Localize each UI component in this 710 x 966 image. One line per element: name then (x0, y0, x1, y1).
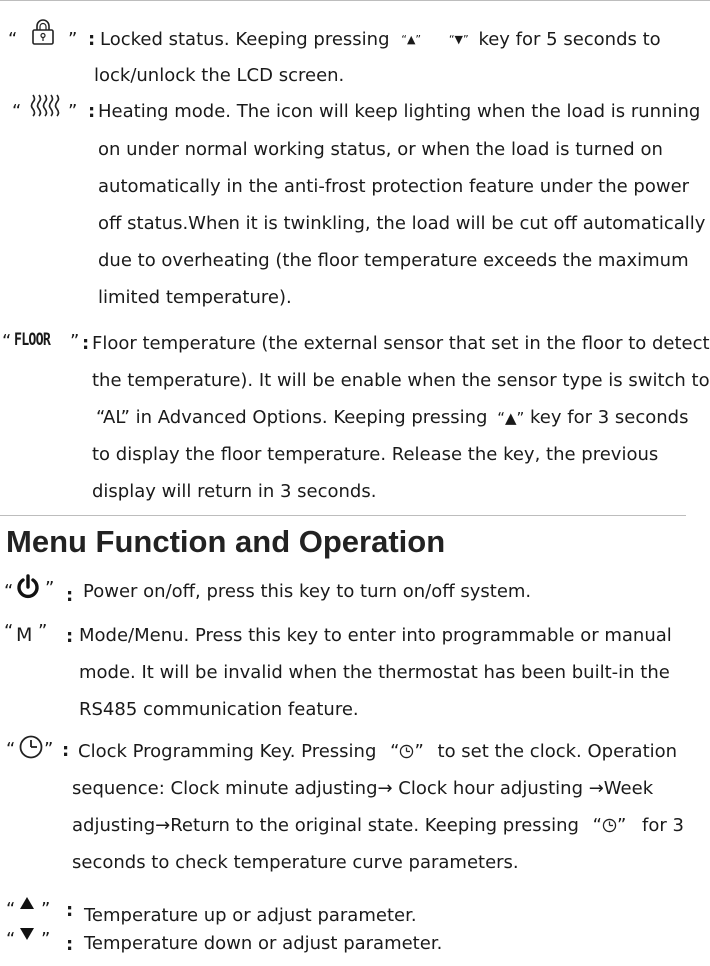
clock-desc-line2: sequence: Clock minute adjusting→ Clock hour adjusting →Week (72, 778, 654, 799)
heating-desc-line2: on under normal working status, or when the load is turned on (98, 139, 663, 160)
close-quote: ” (44, 739, 54, 760)
floor-desc-line5: display will return in 3 seconds. (92, 481, 377, 502)
clock-desc-a: Clock Programming Key. Pressing (78, 741, 377, 762)
clock-desc-line3-b: for 3 (642, 815, 684, 836)
open-quote: “ (6, 899, 16, 920)
lock-desc-line1 (100, 28, 661, 52)
colon: : (66, 900, 74, 921)
floor-desc-line1: Floor temperature (the external sensor that set in the floor to detect (92, 333, 710, 354)
open-quote: “ (6, 739, 16, 760)
lock-desc-b: key for 5 seconds to (478, 29, 661, 50)
top-divider (0, 0, 710, 1)
close-quote: ” (45, 578, 55, 599)
mode-label: M (16, 624, 33, 646)
close-quote: ” (68, 29, 78, 50)
lock-desc-a: Locked status. Keeping pressing (100, 29, 390, 50)
clock-desc-line4: seconds to check temperature curve parameters. (72, 852, 519, 873)
open-quote: “ (2, 331, 12, 352)
floor-desc-line3-b: key for 3 seconds (530, 407, 689, 428)
floor-desc-line2: the temperature). It will be enable when the sensor type is switch to (92, 370, 710, 391)
section-heading: Menu Function and Operation (6, 524, 446, 559)
clock-desc-b: to set the clock. Operation (437, 741, 678, 762)
clock-desc-line3-a: adjusting→Return to the original state. Keeping pressing (72, 815, 579, 836)
section-divider (0, 515, 686, 516)
floor-desc-line3 (96, 406, 688, 430)
heating-desc-line4: off status.When it is twinkling, the load will be cut off automatically (98, 213, 706, 234)
floor-desc-line4: to display the floor temperature. Release the key, the previous (92, 444, 659, 465)
colon: : (82, 333, 90, 354)
clock-desc-line1 (78, 740, 677, 764)
colon: : (88, 101, 96, 122)
clock-key-inline: “ ” (390, 741, 424, 762)
down-desc: Temperature down or adjust parameter. (84, 933, 443, 954)
close-quote: ” (41, 929, 51, 950)
close-quote: ” (38, 621, 48, 642)
mode-desc-line2: mode. It will be invalid when the thermostat has been built-in the (79, 662, 670, 683)
heating-desc-line5: due to overheating (the floor temperature exceeds the maximum (98, 250, 689, 271)
mode-desc-line3: RS485 communication feature. (79, 699, 359, 720)
down-arrow-icon (18, 926, 36, 946)
close-quote: ” (41, 899, 51, 920)
power-icon (15, 574, 41, 604)
heating-desc-line3: automatically in the anti-frost protection feature under the power (98, 176, 690, 197)
floor-label: FLOOR (14, 330, 51, 350)
open-quote: “ (4, 581, 14, 602)
up-arrow-icon (18, 895, 36, 915)
colon: : (62, 740, 70, 761)
heating-desc-line1: Heating mode. The icon will keep lighting when the load is running (98, 101, 701, 122)
down-key-label: “▼” (448, 33, 469, 46)
open-quote: “ (6, 929, 16, 950)
open-quote: “ (4, 621, 14, 642)
clock-key-inline: “ ” (592, 815, 627, 836)
mode-desc-line1: Mode/Menu. Press this key to enter into programmable or manual (79, 625, 672, 646)
lock-desc-line2: lock/unlock the LCD screen. (94, 65, 345, 86)
close-quote: ” (68, 101, 78, 122)
floor-desc-line3-a: “AL” in Advanced Options. Keeping pressing (96, 407, 488, 428)
heating-desc-line6: limited temperature). (98, 287, 292, 308)
up-key-label: “▲” (401, 33, 422, 46)
up-key-label: “▲” (497, 409, 525, 427)
open-quote: “ (8, 29, 18, 50)
clock-icon (18, 734, 44, 764)
close-quote: ” (70, 331, 80, 352)
colon: : (66, 934, 74, 955)
clock-desc-line3 (72, 814, 684, 838)
heating-icon (30, 92, 64, 124)
lock-icon (31, 18, 55, 50)
up-desc: Temperature up or adjust parameter. (84, 905, 417, 926)
colon: : (88, 29, 96, 50)
power-desc: Power on/off, press this key to turn on/off system. (83, 581, 532, 602)
colon: : (66, 626, 74, 647)
colon: : (66, 585, 74, 606)
open-quote: “ (12, 101, 22, 122)
